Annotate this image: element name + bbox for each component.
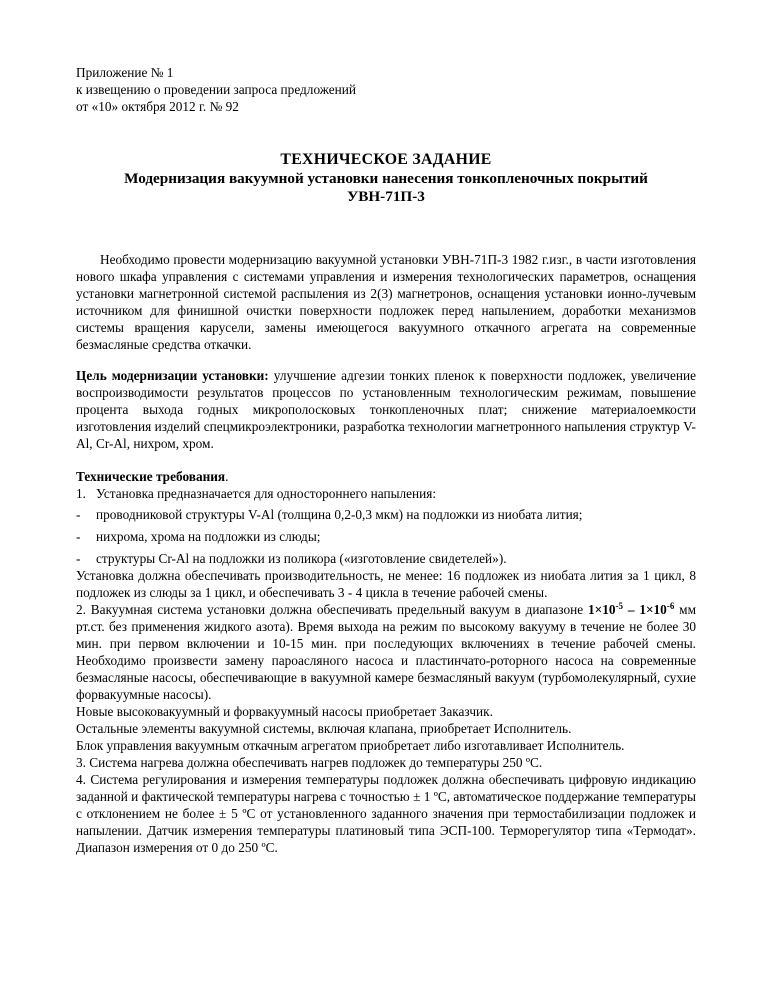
vacuum-range-low: 1×10 xyxy=(587,601,616,617)
document-subtitle: Модернизация вакуумной установки нанесения тонкопленочных покрытий УВН-71П-3 xyxy=(124,169,648,205)
item-text: Установка предназначается для одностороннего напыления: xyxy=(96,485,437,501)
appendix-number: Приложение № 1 xyxy=(76,65,174,80)
dash-marker: - xyxy=(76,550,81,566)
vacuum-range-low-exponent: -5 xyxy=(615,600,623,611)
list-item-text: структуры Cr-Al на подложки из поликора («изготовление свидетелей»). xyxy=(96,550,507,566)
title-block xyxy=(76,151,696,207)
appendix-date: от «10» октября 2012 г. № 92 xyxy=(76,99,239,114)
document-title: ТЕХНИЧЕСКОЕ ЗАДАНИЕ xyxy=(280,151,492,168)
intro-paragraph: Необходимо провести модернизацию вакуумной установки УВН-71П-3 1982 г.изг., в части изготовления нового шкафа управления с системами управления и измерения технологических параметров, оснащения установки магнетронной системой распыления из 2(3) магнетронов, оснащения установки ионно-лучевым источником для финишной очистки поверхности подложек перед напылением, доработки механизмов системы вращения карусели, замены имеющегося вакуумного откачного агрегата на современные безмасляные средства откачки. xyxy=(76,251,696,352)
vacuum-range-high-exponent: -6 xyxy=(666,600,675,611)
vacuum-range-separator: – xyxy=(623,601,640,617)
requirement-item-1 xyxy=(76,485,696,502)
requirements-heading-dot: . xyxy=(225,468,229,484)
list-item-text: нихрома, хрома на подложки из слюды; xyxy=(96,528,321,544)
appendix-reference: к извещению о проведении запроса предложений xyxy=(76,82,357,97)
dash-marker: - xyxy=(76,528,81,544)
goal-paragraph xyxy=(76,367,696,452)
productivity-paragraph: Установка должна обеспечивать производительность, не менее: 16 подложек из ниобата лития за 1 цикл, 8 подложек из слюды за 1 цикл, и обеспечивать 3 - 4 цикла в течение рабочей смены. xyxy=(76,567,696,600)
elements-line: Остальные элементы вакуумной системы, включая клапана, приобретает Исполнитель. xyxy=(76,720,572,736)
goal-text: улучшение адгезии тонких пленок к поверхности подложек, увеличение воспроизводимости результатов процессов по установленным технологическим режимам, повышение процента выхода годных микрополосковых тонкопленочных плат; снижение материалоемкости изготовления изделий спецмикроэлектроники, разработка технологии магнетронного напыления структур V-Al, Cr-Al, нихром, хром. xyxy=(76,367,696,451)
appendix-header xyxy=(76,64,696,115)
requirements-heading: Технические требования xyxy=(76,468,226,484)
vacuum-text-start: 2. Вакуумная система установки должна обеспечивать предельный вакуум в диапазоне xyxy=(76,601,588,617)
list-item xyxy=(76,550,696,567)
requirement-item-2 xyxy=(76,601,696,703)
pumps-line: Новые высоковакуумный и форвакуумный насосы приобретает Заказчик. xyxy=(76,703,493,719)
requirement-item-4: 4. Система регулирования и измерения температуры подложек должна обеспечивать цифровую индикацию заданной и фактической температуры нагрева с точностью ± 1 ºС, автоматическое поддержание температуры с отклонением не более ± 5 ºС от установленного заданного значения при термостабилизации подложек и напылении. Датчик измерения температуры платиновый типа ЭСП-100. Терморегулятор типа «Термодат». Диапазон измерения от 0 до 250 ºС. xyxy=(76,771,696,855)
dash-marker: - xyxy=(76,506,81,522)
list-item-text: проводниковой структуры V-Al (толщина 0,2-0,3 мкм) на подложки из ниобата лития; xyxy=(96,506,583,522)
requirements-heading-line xyxy=(76,468,696,485)
item-number: 1. xyxy=(76,485,86,501)
vacuum-text-rest: мм рт.ст. без применения жидкого азота). Время выхода на режим по высокому вакууму в течение не более 30 мин. при первом включении и 10-15 мин. при последующих включениях в течение рабочей смены. Необходимо произвести замену пароасляного насоса и пластинчато-роторного насоса на современные безмасляные насосы, обеспечивающие в вакуумной камере безмасляный вакуум (турбомолекулярный, сухие форвакуумные насосы). xyxy=(76,601,697,702)
goal-lead: Цель модернизации установки: xyxy=(76,367,269,383)
list-item xyxy=(76,506,696,523)
control-block-line: Блок управления вакуумным откачным агрегатом приобретает либо изготавливает Исполнитель. xyxy=(76,737,625,753)
vacuum-range-high: 1×10 xyxy=(639,601,667,617)
requirements-section xyxy=(76,468,696,856)
list-item xyxy=(76,528,696,545)
requirement-item-3: 3. Система нагрева должна обеспечивать нагрев подложек до температуры 250 ºС. xyxy=(76,754,543,770)
